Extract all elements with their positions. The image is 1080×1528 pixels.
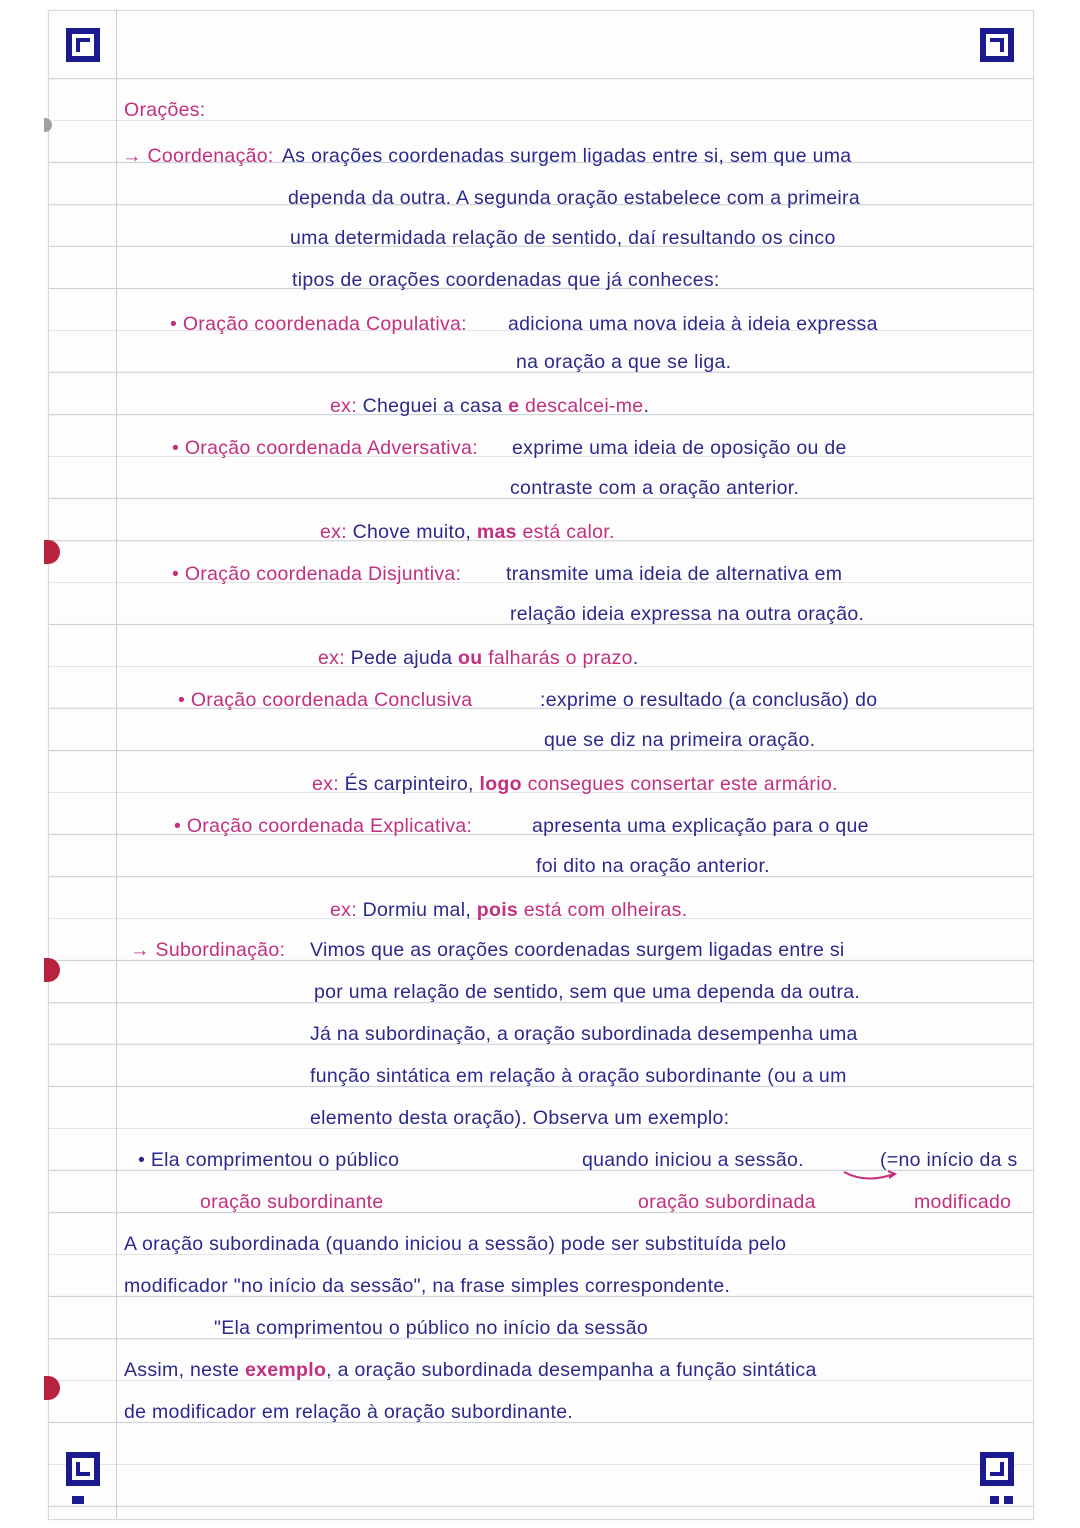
paragraph-line: modificador "no início da sessão", na frase simples correspondente. <box>124 1275 731 1297</box>
example-line <box>330 394 649 418</box>
paragraph-line: de modificador em relação à oração subordinante. <box>124 1401 574 1423</box>
example-period: . <box>643 395 650 417</box>
type-definition-line: foi dito na oração anterior. <box>536 855 770 877</box>
example-clause: consegues consertar este armário. <box>527 773 838 795</box>
coord-text-line: dependa da outra. A segunda oração estabelece com a primeira <box>288 187 860 209</box>
sub-text-line: por uma relação de sentido, sem que uma dependa da outra. <box>314 981 861 1003</box>
example-prefix: ex: <box>320 521 347 543</box>
example-prefix: ex: <box>330 395 357 417</box>
example-line <box>330 898 687 922</box>
section-heading-subordinacao: → Subordinação: <box>130 939 286 961</box>
paragraph-text: , a oração subordinada desempanha a função sintática <box>326 1359 817 1381</box>
type-definition-line: na oração a que se liga. <box>516 351 732 373</box>
example-line <box>318 646 639 670</box>
example-clause: está calor. <box>522 521 615 543</box>
corner-marker-icon <box>66 28 100 62</box>
marker-dot-icon <box>990 1496 1014 1504</box>
type-definition-line: transmite uma ideia de alternativa em <box>506 563 843 585</box>
page-title: Orações: <box>124 99 206 121</box>
example-main-clause: • Ela comprimentou o público <box>138 1149 400 1171</box>
type-definition-line: :exprime o resultado (a conclusão) do <box>540 689 878 711</box>
example-prefix: ex: <box>330 899 357 921</box>
type-heading-explicativa: • Oração coordenada Explicativa: <box>174 815 473 837</box>
example-clause: Chove muito, <box>352 521 472 543</box>
example-period: . <box>632 647 639 669</box>
type-definition-line: apresenta uma explicação para o que <box>532 815 869 837</box>
type-heading-conclusiva: • Oração coordenada Conclusiva <box>178 689 473 711</box>
example-clause: Cheguei a casa <box>362 395 503 417</box>
example-clause: És carpinteiro, <box>344 773 474 795</box>
type-definition-line: contraste com a oração anterior. <box>510 477 800 499</box>
label-subordinada: oração subordinada <box>638 1191 816 1213</box>
example-prefix: ex: <box>312 773 339 795</box>
type-heading-copulativa: • Oração coordenada Copulativa: <box>170 313 467 335</box>
paragraph-text: Assim, neste <box>124 1359 240 1381</box>
sub-text-line: Vimos que as orações coordenadas surgem ligadas entre si <box>310 939 845 961</box>
example-clause: descalcei-me <box>524 395 644 417</box>
example-conjunction: pois <box>476 899 519 921</box>
section-heading-coordenacao: → Coordenação: <box>122 145 274 167</box>
coord-text-line: tipos de orações coordenadas que já conheces: <box>292 269 720 291</box>
corner-marker-icon <box>980 1452 1014 1486</box>
example-conjunction: ou <box>458 647 483 669</box>
example-subordinate-clause: quando iniciou a sessão. <box>582 1149 804 1171</box>
example-clause: falharás o prazo <box>488 647 633 669</box>
type-heading-disjuntiva: • Oração coordenada Disjuntiva: <box>172 563 462 585</box>
curved-arrow-icon <box>842 1168 898 1184</box>
sub-text-line: elemento desta oração). Observa um exemplo: <box>310 1107 730 1129</box>
marker-dot-icon <box>72 1496 84 1504</box>
label-modificador: modificado <box>914 1191 1012 1213</box>
paragraph-line: A oração subordinada (quando iniciou a sessão) pode ser substituída pelo <box>124 1233 787 1255</box>
example-conjunction: mas <box>476 521 517 543</box>
type-definition-line: que se diz na primeira oração. <box>544 729 816 751</box>
corner-marker-icon <box>980 28 1014 62</box>
coord-text-line: uma determidada relação de sentido, daí resultando os cinco <box>290 227 836 249</box>
paragraph-line <box>124 1358 817 1382</box>
coord-text-line: As orações coordenadas surgem ligadas entre si, sem que uma <box>282 145 852 167</box>
type-heading-adversativa: • Oração coordenada Adversativa: <box>172 437 478 459</box>
sub-text-line: função sintática em relação à oração subordinante (ou a um <box>310 1065 847 1087</box>
example-clause: Pede ajuda <box>350 647 453 669</box>
type-definition-line: relação ideia expressa na outra oração. <box>510 603 865 625</box>
example-note: (=no início da s <box>880 1149 1018 1171</box>
sub-text-line: Já na subordinação, a oração subordinada desempenha uma <box>310 1023 858 1045</box>
example-conjunction: logo <box>479 773 522 795</box>
example-line <box>320 520 615 544</box>
example-conjunction: e <box>508 395 520 417</box>
paragraph-emphasis: exemplo <box>244 1359 327 1381</box>
example-simple-sentence: "Ela comprimentou o público no início da sessão <box>214 1317 649 1339</box>
example-line <box>312 772 838 796</box>
example-clause: Dormiu mal, <box>362 899 472 921</box>
example-clause: está com olheiras. <box>523 899 688 921</box>
margin-line <box>116 10 117 1518</box>
type-definition-line: adiciona uma nova ideia à ideia expressa <box>508 313 878 335</box>
corner-marker-icon <box>66 1452 100 1486</box>
type-definition-line: exprime uma ideia de oposição ou de <box>512 437 847 459</box>
label-subordinante: oração subordinante <box>200 1191 384 1213</box>
example-prefix: ex: <box>318 647 345 669</box>
